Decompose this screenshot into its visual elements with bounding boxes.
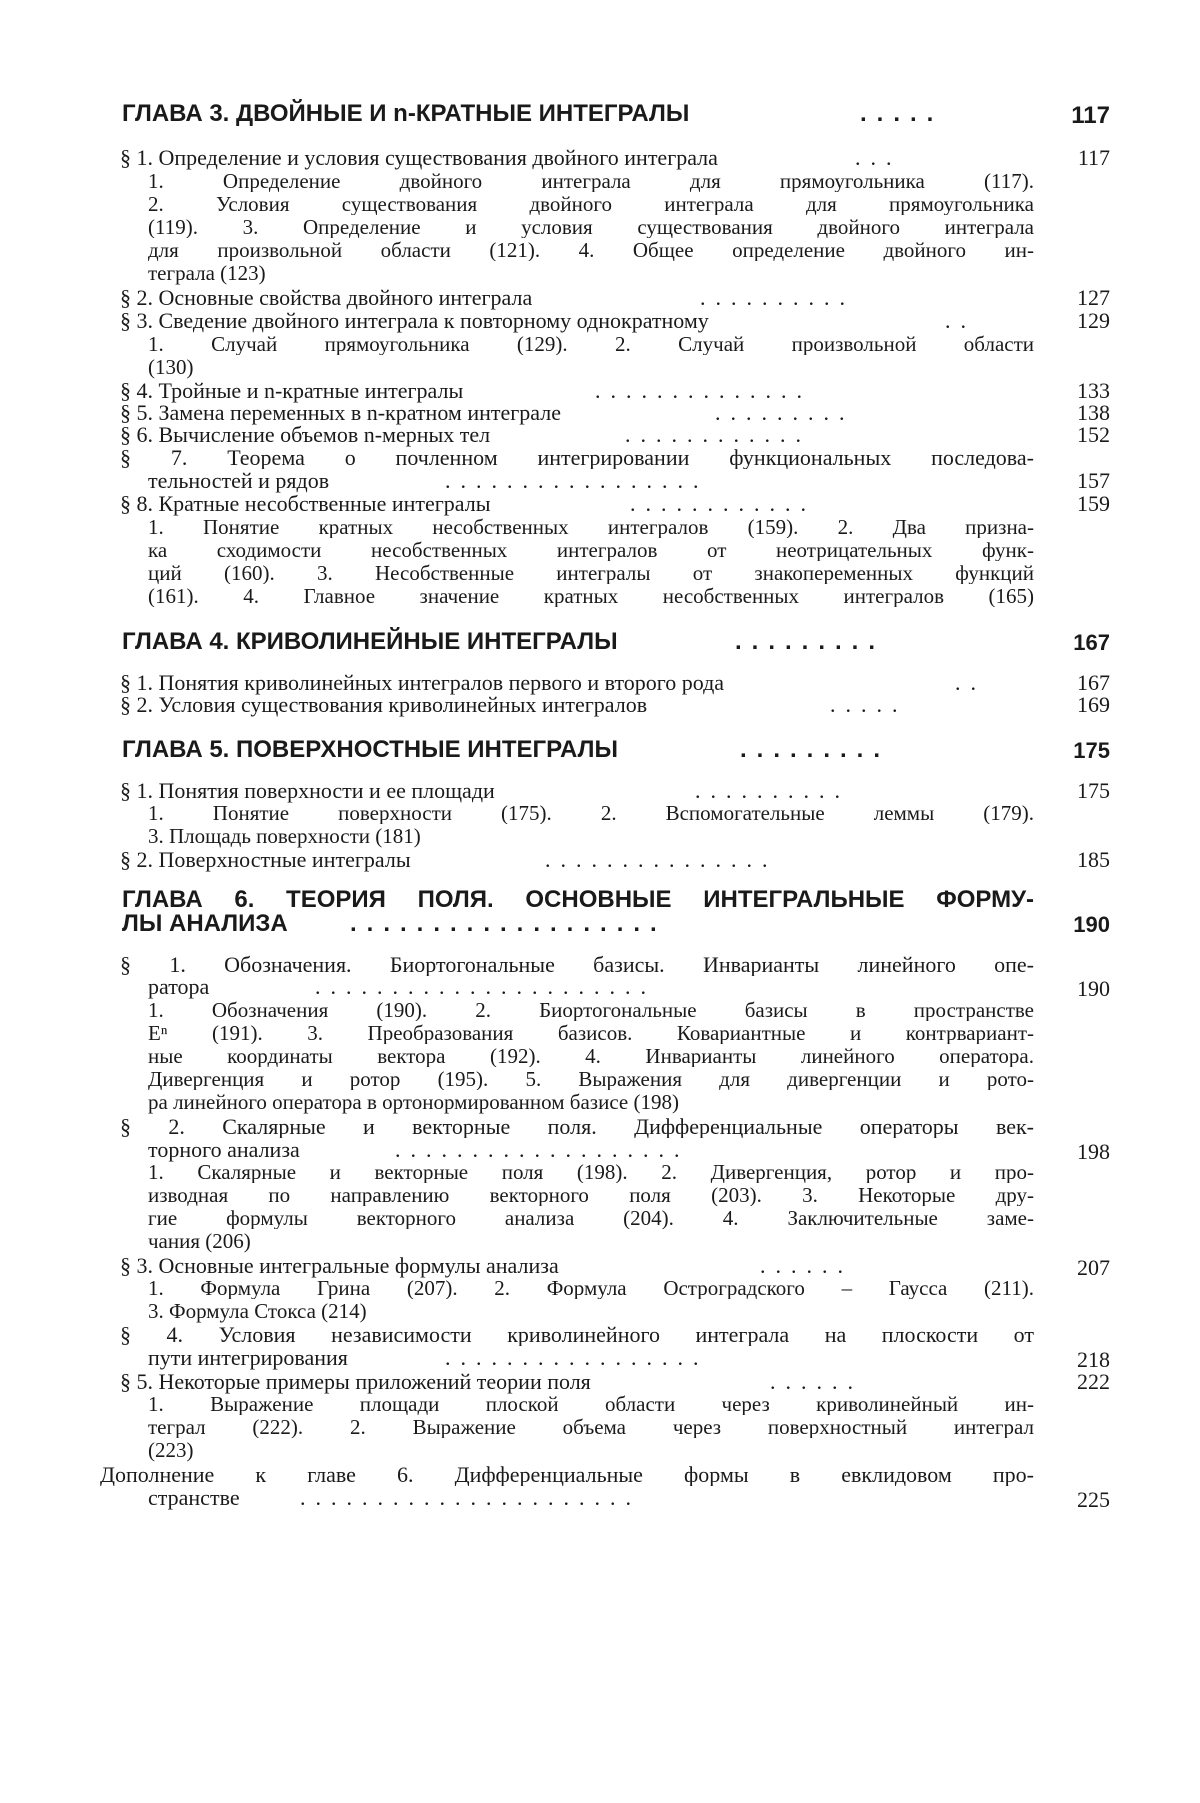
subsection-line: гие формулы векторного анализа (204). 4. Заключительные заме- bbox=[148, 1208, 1034, 1229]
page-number: 167 bbox=[1073, 630, 1110, 655]
chapter-title: ГЛАВА 6. ТЕОРИЯ ПОЛЯ. ОСНОВНЫЕ ИНТЕГРАЛЬНЫЕ ФОРМУ- bbox=[122, 888, 1034, 912]
appendix-label-continued: странстве bbox=[148, 1485, 240, 1510]
subsection-line: изводная по направлению векторного поля (203). 3. Некоторые дру- bbox=[148, 1185, 1034, 1206]
section-label: § 2. Поверхностные интегралы bbox=[120, 847, 411, 872]
section-label-continued: пути интегрирования bbox=[148, 1345, 348, 1370]
page-number: 175 bbox=[1077, 778, 1110, 803]
leader-dots: .. bbox=[945, 308, 976, 333]
leader-dots: ................. bbox=[445, 1345, 709, 1370]
section-label: § 1. Понятия поверхности и ее площади bbox=[120, 778, 495, 803]
page-number: 218 bbox=[1077, 1347, 1110, 1372]
leader-dots: .......... bbox=[695, 778, 850, 803]
section-label: § 6. Вычисление объемов n-мерных тел bbox=[120, 422, 491, 447]
leader-dots: ............... bbox=[545, 847, 778, 872]
leader-dots: .............. bbox=[595, 378, 812, 403]
page-number: 117 bbox=[1077, 145, 1110, 170]
page-number: 207 bbox=[1077, 1255, 1110, 1280]
page-number: 152 bbox=[1077, 422, 1110, 447]
page-number: 190 bbox=[1077, 976, 1110, 1001]
subsection-line: ные координаты вектора (192). 4. Инварианты линейного оператора. bbox=[148, 1046, 1034, 1067]
subsection-line: (161). 4. Главное значение кратных несобственных интегралов (165) bbox=[148, 586, 1034, 607]
page-number: 225 bbox=[1077, 1487, 1110, 1512]
subsection-line: 1. Скалярные и векторные поля (198). 2. Дивергенция, ротор и про- bbox=[148, 1162, 1034, 1183]
subsection-line: 2. Условия существования двойного интеграла для прямоугольника bbox=[148, 194, 1034, 215]
section-label-continued: тельностей и рядов bbox=[148, 468, 330, 493]
leader-dots: .. bbox=[955, 670, 986, 695]
subsection-line: ций (160). 3. Несобственные интегралы от знакопеременных функций bbox=[148, 563, 1034, 584]
page-number: 185 bbox=[1077, 847, 1110, 872]
leader-dots: ................... bbox=[350, 910, 667, 937]
page-number: 127 bbox=[1077, 285, 1110, 310]
leader-dots: ............ bbox=[630, 491, 816, 516]
section-label: § 3. Сведение двойного интеграла к повторному однократному bbox=[120, 308, 709, 333]
section-label: § 3. Основные интегральные формулы анализа bbox=[120, 1253, 559, 1278]
subsection-line: 1. Случай прямоугольника (129). 2. Случай произвольной области bbox=[148, 334, 1034, 355]
chapter-title-continued: ЛЫ АНАЛИЗА bbox=[122, 910, 288, 937]
page-number: 175 bbox=[1073, 738, 1110, 763]
subsection-line: 1. Определение двойного интеграла для прямоугольника (117). bbox=[148, 171, 1034, 192]
section-label-continued: торного анализа bbox=[148, 1137, 300, 1162]
page-number: 169 bbox=[1077, 692, 1110, 717]
appendix-label: Дополнение к главе 6. Дифференциальные формы в евклидовом про- bbox=[100, 1464, 1034, 1486]
leader-dots: ...................... bbox=[315, 974, 656, 999]
chapter-title: ГЛАВА 4. КРИВОЛИНЕЙНЫЕ ИНТЕГРАЛЫ bbox=[122, 628, 618, 655]
subsection-line: 3. Формула Стокса (214) bbox=[148, 1299, 367, 1323]
subsection-line: 1. Формула Грина (207). 2. Формула Остроградского – Гаусса (211). bbox=[148, 1278, 1034, 1299]
subsection-line: (130) bbox=[148, 355, 194, 379]
leader-dots: .......... bbox=[700, 285, 855, 310]
leader-dots: ............ bbox=[625, 422, 811, 447]
leader-dots: ...... bbox=[770, 1369, 863, 1394]
page-number: 198 bbox=[1077, 1139, 1110, 1164]
page-number: 129 bbox=[1077, 308, 1110, 333]
subsection-line: чания (206) bbox=[148, 1229, 251, 1253]
subsection-line: Дивергенция и ротор (195). 5. Выражения для дивергенции и рото- bbox=[148, 1069, 1034, 1090]
section-label: § 4. Тройные и n-кратные интегралы bbox=[120, 378, 464, 403]
subsection-line: (119). 3. Определение и условия существования двойного интеграла bbox=[148, 217, 1034, 238]
subsection-line: для произвольной области (121). 4. Общее определение двойного ин- bbox=[148, 240, 1034, 261]
leader-dots: ...................... bbox=[300, 1485, 641, 1510]
leader-dots: ......... bbox=[735, 628, 886, 655]
page-number: 167 bbox=[1077, 670, 1110, 695]
section-label: § 1. Определение и условия существования двойного интеграла bbox=[120, 145, 718, 170]
subsection-line: 1. Понятие кратных несобственных интегралов (159). 2. Два призна- bbox=[148, 517, 1034, 538]
leader-dots: ..... bbox=[830, 692, 908, 717]
section-label: § 2. Основные свойства двойного интеграла bbox=[120, 285, 533, 310]
subsection-line: (223) bbox=[148, 1438, 194, 1462]
section-label: § 5. Некоторые примеры приложений теории поля bbox=[120, 1369, 591, 1394]
subsection-line: ра линейного оператора в ортонормированном базисе (198) bbox=[148, 1090, 679, 1114]
section-label: § 4. Условия независимости криволинейного интеграла на плоскости от bbox=[120, 1324, 1034, 1346]
leader-dots: ... bbox=[855, 145, 902, 170]
subsection-line: теграла (123) bbox=[148, 261, 266, 285]
subsection-line: ка сходимости несобственных интегралов от неотрицательных функ- bbox=[148, 540, 1034, 561]
page-number: 133 bbox=[1077, 378, 1110, 403]
subsection-line: 1. Понятие поверхности (175). 2. Вспомогательные леммы (179). bbox=[148, 803, 1034, 824]
section-label: § 1. Обозначения. Биортогональные базисы. Инварианты линейного опе- bbox=[120, 954, 1034, 976]
section-label: § 8. Кратные несобственные интегралы bbox=[120, 491, 491, 516]
section-label: § 2. Условия существования криволинейных интегралов bbox=[120, 692, 648, 717]
subsection-line: 3. Площадь поверхности (181) bbox=[148, 824, 421, 848]
section-label: § 1. Понятия криволинейных интегралов первого и второго рода bbox=[120, 670, 725, 695]
section-label: § 2. Скалярные и векторные поля. Дифференциальные операторы век- bbox=[120, 1116, 1034, 1138]
leader-dots: ................. bbox=[445, 468, 709, 493]
page-number: 159 bbox=[1077, 491, 1110, 516]
page-number: 222 bbox=[1077, 1369, 1110, 1394]
section-label: § 7. Теорема о почленном интегрировании функциональных последова- bbox=[120, 447, 1034, 469]
page-number: 157 bbox=[1077, 468, 1110, 493]
leader-dots: ..... bbox=[860, 100, 944, 127]
page-number: 117 bbox=[1071, 102, 1110, 129]
chapter-title: ГЛАВА 3. ДВОЙНЫЕ И n-КРАТНЫЕ ИНТЕГРАЛЫ bbox=[122, 100, 690, 127]
leader-dots: ......... bbox=[715, 400, 855, 425]
leader-dots: ......... bbox=[740, 736, 891, 763]
leader-dots: ................... bbox=[395, 1137, 690, 1162]
section-label: § 5. Замена переменных в n-кратном интеграле bbox=[120, 400, 561, 425]
subsection-line: 1. Выражение площади плоской области через криволинейный ин- bbox=[148, 1394, 1034, 1415]
subsection-line: 1. Обозначения (190). 2. Биортогональные базисы в пространстве bbox=[148, 1000, 1034, 1021]
leader-dots: ...... bbox=[760, 1253, 853, 1278]
page-number: 190 bbox=[1073, 912, 1110, 937]
page-number: 138 bbox=[1077, 400, 1110, 425]
subsection-line: Eⁿ (191). 3. Преобразования базисов. Ковариантные и контрвариант- bbox=[148, 1023, 1034, 1044]
subsection-line: теграл (222). 2. Выражение объема через поверхностный интеграл bbox=[148, 1417, 1034, 1438]
section-label-continued: ратора bbox=[148, 974, 210, 999]
chapter-title: ГЛАВА 5. ПОВЕРХНОСТНЫЕ ИНТЕГРАЛЫ bbox=[122, 736, 618, 763]
